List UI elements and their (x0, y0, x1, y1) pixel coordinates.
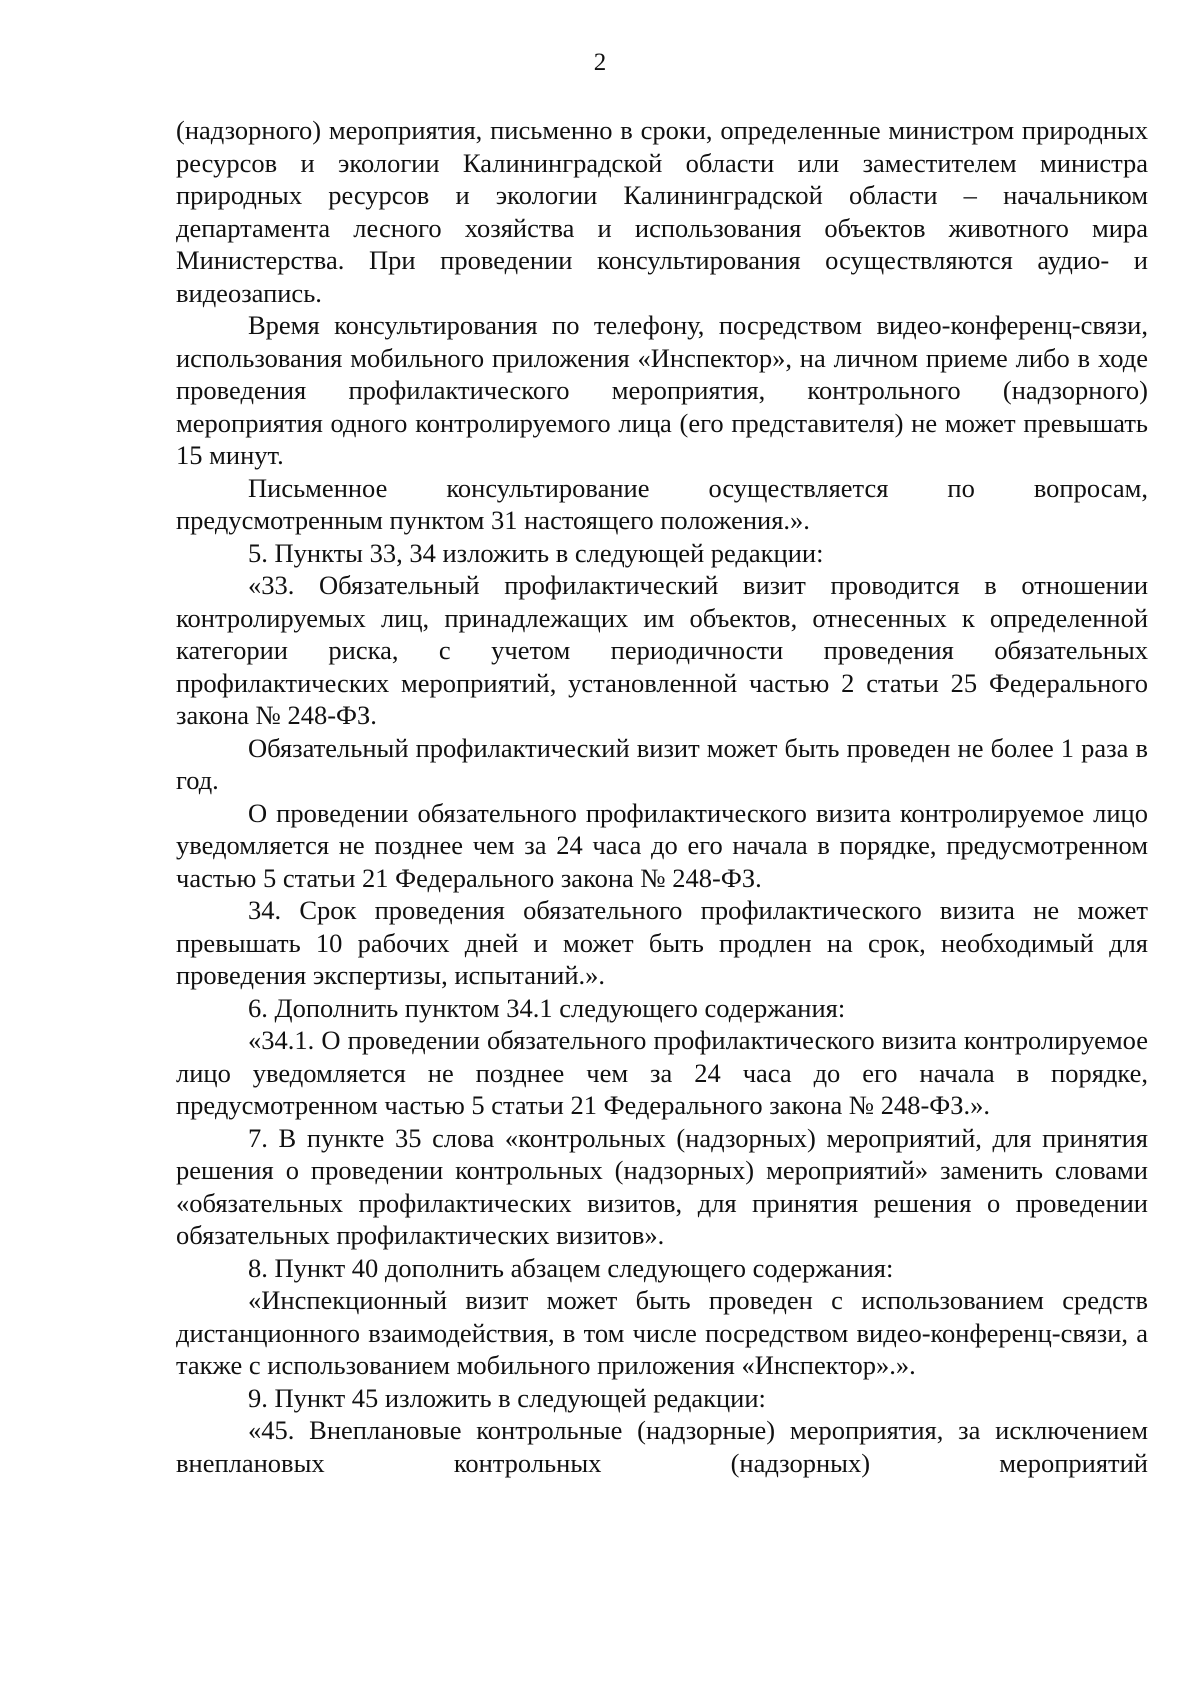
paragraph: О проведении обязательного профилактического визита контролируемое лицо уведомляется не позднее чем за 24 часа до его начала в порядке, предусмотренном частью 5 статьи 21 Федерального закона № 248-ФЗ. (176, 797, 1148, 893)
paragraph: 6. Дополнить пунктом 34.1 следующего содержания: (248, 992, 846, 1023)
paragraph: «Инспекционный визит может быть проведен с использованием средств дистанционного взаимодействия, в том числе посредством видео-конференц-связи, а также с использованием мобильного приложения «Инспектор».». (176, 1285, 1148, 1380)
paragraph: «33. Обязательный профилактический визит проводится в отношении контролируемых лиц, принадлежащих им объектов, отнесенных к определенной категории риска, с учетом периодичности проведения обязательных профилактических мероприятий, установленной частью 2 статьи 25 Федерального закона № 248-ФЗ. (176, 570, 1148, 730)
page-number: 2 (593, 49, 607, 76)
paragraph: Время консультирования по телефону, посредством видео-конференц-связи, использования мобильного приложения «Инспектор», на личном приеме либо в ходе проведения профилактического мероприятия, контрольного (надзорного) мероприятия одного контролируемого лица (его представителя) не может превышать 15 минут. (176, 310, 1148, 470)
paragraph: 5. Пункты 33, 34 изложить в следующей редакции: (248, 537, 824, 568)
paragraph: (надзорного) мероприятия, письменно в сроки, определенные министром природных ресурсов и экологии Калининградской области или заместителем министра природных ресурсов и экологии Калининградской области – начальником департамента лесного хозяйства и использования объектов животного мира Министерства. При проведении консультирования осуществляются аудио- и видеозапись. (176, 115, 1148, 308)
document-body (176, 114, 1148, 1479)
paragraph: Письменное консультирование осуществляется по вопросам, предусмотренным пунктом 31 настоящего положения.». (176, 472, 1148, 535)
paragraph: 9. Пункт 45 изложить в следующей редакции: (248, 1382, 766, 1413)
paragraph: «45. Внеплановые контрольные (надзорные) мероприятия, за исключением внеплановых контрольных (надзорных) мероприятий (176, 1415, 1148, 1478)
paragraph: «34.1. О проведении обязательного профилактического визита контролируемое лицо уведомляется не позднее чем за 24 часа до его начала в порядке, предусмотренном частью 5 статьи 21 Федерального закона № 248-ФЗ.». (176, 1025, 1148, 1120)
paragraph: Обязательный профилактический визит может быть проведен не более 1 раза в год. (176, 732, 1148, 795)
paragraph: 8. Пункт 40 дополнить абзацем следующего содержания: (248, 1252, 894, 1283)
paragraph: 7. В пункте 35 слова «контрольных (надзорных) мероприятий, для принятия решения о проведении контрольных (надзорных) мероприятий» заменить словами «обязательных профилактических визитов, для принятия решения о проведении обязательных профилактических визитов». (176, 1122, 1148, 1250)
paragraph: 34. Срок проведения обязательного профилактического визита не может превышать 10 рабочих дней и может быть продлен на срок, необходимый для проведения экспертизы, испытаний.». (176, 895, 1148, 990)
